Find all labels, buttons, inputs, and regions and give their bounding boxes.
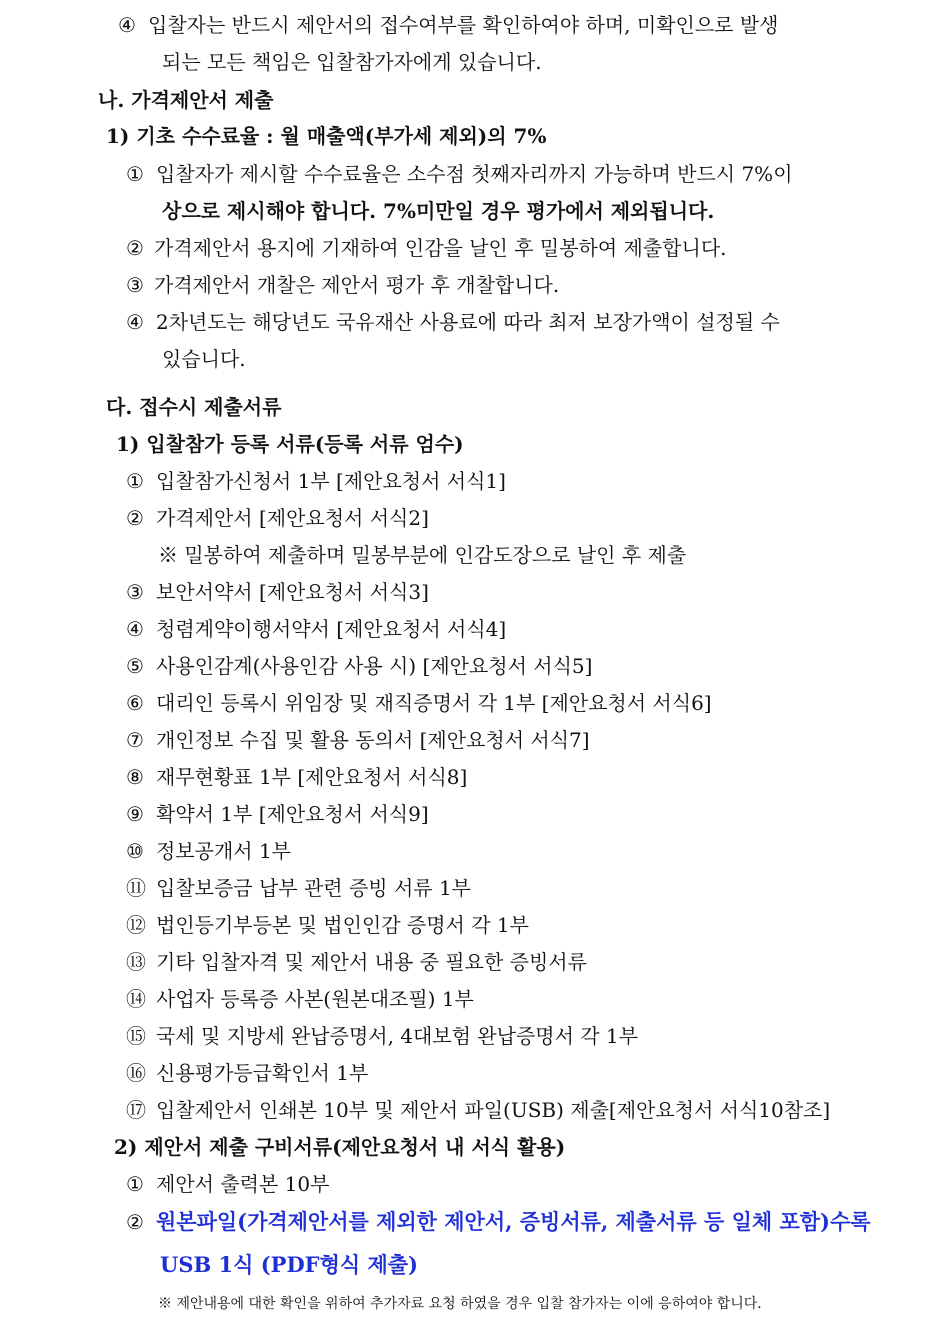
da-item-1-text: 입찰참가신청서 1부 [제안요청서 서식1] [156,469,506,493]
da-sub2-item-2-text-2: USB 1식 (PDF형식 제출) [160,1252,418,1277]
section-na-sub1-title: 1) 기초 수수료율 : 월 매출액(부가세 제외)의 7% [106,124,547,148]
intro-text-1: 입찰자는 반드시 제안서의 접수여부를 확인하여야 하며, 미확인으로 발생 [148,13,779,37]
na-item-3 [126,271,559,299]
da-sub2-item-1-text: 제안서 출력본 10부 [156,1172,330,1196]
da-item-2-text: 가격제안서 [제안요청서 서식2] [156,506,429,530]
da-item-7-text: 개인정보 수집 및 활용 동의서 [제안요청서 서식7] [156,728,590,752]
da-item-3 [126,578,429,606]
na-item-4-text-1: 2차년도는 해당년도 국유재산 사용료에 따라 최저 보장가액이 설정될 수 [156,310,780,334]
da-item-16-num: ⑯ [126,1061,146,1085]
da-item-8 [126,763,467,791]
da-item-14-text: 사업자 등록증 사본(원본대조필) 1부 [156,987,474,1011]
na-item-2-text: 가격제안서 용지에 기재하여 인감을 날인 후 밀봉하여 제출합니다. [154,236,727,260]
da-item-5-num: ⑤ [126,654,144,678]
da-item-8-num: ⑧ [126,765,144,789]
da-item-7-num: ⑦ [126,728,144,752]
da-item-16 [126,1059,368,1087]
da-item-14 [126,985,474,1013]
da-item-2 [126,504,429,532]
da-item-9-text: 확약서 1부 [제안요청서 서식9] [156,802,429,826]
da-item-14-num: ⑭ [126,987,146,1011]
da-item-15-text: 국세 및 지방세 완납증명서, 4대보험 완납증명서 각 1부 [156,1024,639,1048]
da-sub2-item-2-text-1: 원본파일(가격제안서를 제외한 제안서, 증빙서류, 제출서류 등 일체 포함)수록 [156,1209,871,1234]
da-item-9-num: ⑨ [126,802,144,826]
da-item-4-num: ④ [126,617,144,641]
section-da-sub1-title: 1) 입찰참가 등록 서류(등록 서류 엄수) [116,432,464,456]
da-item-5-text: 사용인감계(사용인감 사용 시) [제안요청서 서식5] [156,654,593,678]
da-item-17-text: 입찰제안서 인쇄본 10부 및 제안서 파일(USB) 제출[제안요청서 서식10참조] [156,1098,831,1122]
da-item-12-text: 법인등기부등본 및 법인인감 증명서 각 1부 [156,913,529,937]
na-item-1-text-1: 입찰자가 제시할 수수료율은 소수점 첫째자리까지 가능하며 반드시 7%이 [156,162,793,186]
na-item-4-line-1 [126,308,780,336]
da-item-15 [126,1022,638,1050]
na-item-1-line-1 [126,160,850,188]
na-item-1-num: ① [126,162,144,186]
da-item-3-num: ③ [126,580,144,604]
da-item-8-text: 재무현황표 1부 [제안요청서 서식8] [156,765,468,789]
section-da-title: 다. 접수시 제출서류 [106,395,282,419]
da-item-11-num: ⑪ [126,876,146,900]
da-item-3-text: 보안서약서 [제안요청서 서식3] [156,580,429,604]
footnote: ※ 제안내용에 대한 확인을 위하여 추가자료 요청 하였을 경우 입찰 참가자는 이에 응하여야 합니다. [158,1296,762,1312]
da-item-5 [126,652,592,680]
intro-num: ④ [118,13,136,37]
na-item-2-num: ② [126,236,144,260]
da-item-17-num: ⑰ [126,1098,146,1122]
da-item-16-text: 신용평가등급확인서 1부 [156,1061,369,1085]
da-item-6 [126,689,712,717]
section-da-sub2-title: 2) 제안서 제출 구비서류(제안요청서 내 서식 활용) [114,1135,566,1159]
da-item-10-text: 정보공개서 1부 [156,839,292,863]
da-item-10-num: ⑩ [126,839,144,863]
na-item-2 [126,234,727,262]
da-sub2-item-1 [126,1170,329,1198]
section-na-title: 나. 가격제안서 제출 [98,88,274,112]
da-sub2-item-2-num: ② [126,1210,144,1234]
da-item-10 [126,837,291,865]
da-item-6-num: ⑥ [126,691,144,715]
da-item-13-num: ⑬ [126,950,146,974]
da-item-15-num: ⑮ [126,1024,146,1048]
da-item-7 [126,726,590,754]
na-item-3-num: ③ [126,273,144,297]
da-item-2-num: ② [126,506,144,530]
na-item-4-num: ④ [126,310,144,334]
da-item-11-text: 입찰보증금 납부 관련 증빙 서류 1부 [156,876,471,900]
da-item-17 [126,1096,830,1124]
intro-line-1 [118,11,850,39]
da-item-4-text: 청렴계약이행서약서 [제안요청서 서식4] [156,617,507,641]
na-item-4-text-2: 있습니다. [162,347,246,371]
da-item-2-note: ※ 밀봉하여 제출하며 밀봉부분에 인감도장으로 날인 후 제출 [158,543,687,567]
da-item-12-num: ⑫ [126,913,146,937]
da-item-11 [126,874,471,902]
da-item-13 [126,948,587,976]
na-item-1-text-2: 상으로 제시해야 합니다. 7%미만일 경우 평가에서 제외됩니다. [162,199,715,223]
da-item-9 [126,800,429,828]
da-item-6-text: 대리인 등록시 위임장 및 재직증명서 각 1부 [제안요청서 서식6] [156,691,712,715]
intro-text-2: 되는 모든 책임은 입찰참가자에게 있습니다. [162,50,542,74]
da-item-1-num: ① [126,469,144,493]
da-item-12 [126,911,529,939]
da-item-1 [126,467,506,495]
da-item-4 [126,615,506,643]
da-sub2-item-2-line-1 [126,1208,871,1236]
da-item-13-text: 기타 입찰자격 및 제안서 내용 중 필요한 증빙서류 [156,950,587,974]
da-sub2-item-1-num: ① [126,1172,144,1196]
na-item-3-text: 가격제안서 개찰은 제안서 평가 후 개찰합니다. [154,273,560,297]
